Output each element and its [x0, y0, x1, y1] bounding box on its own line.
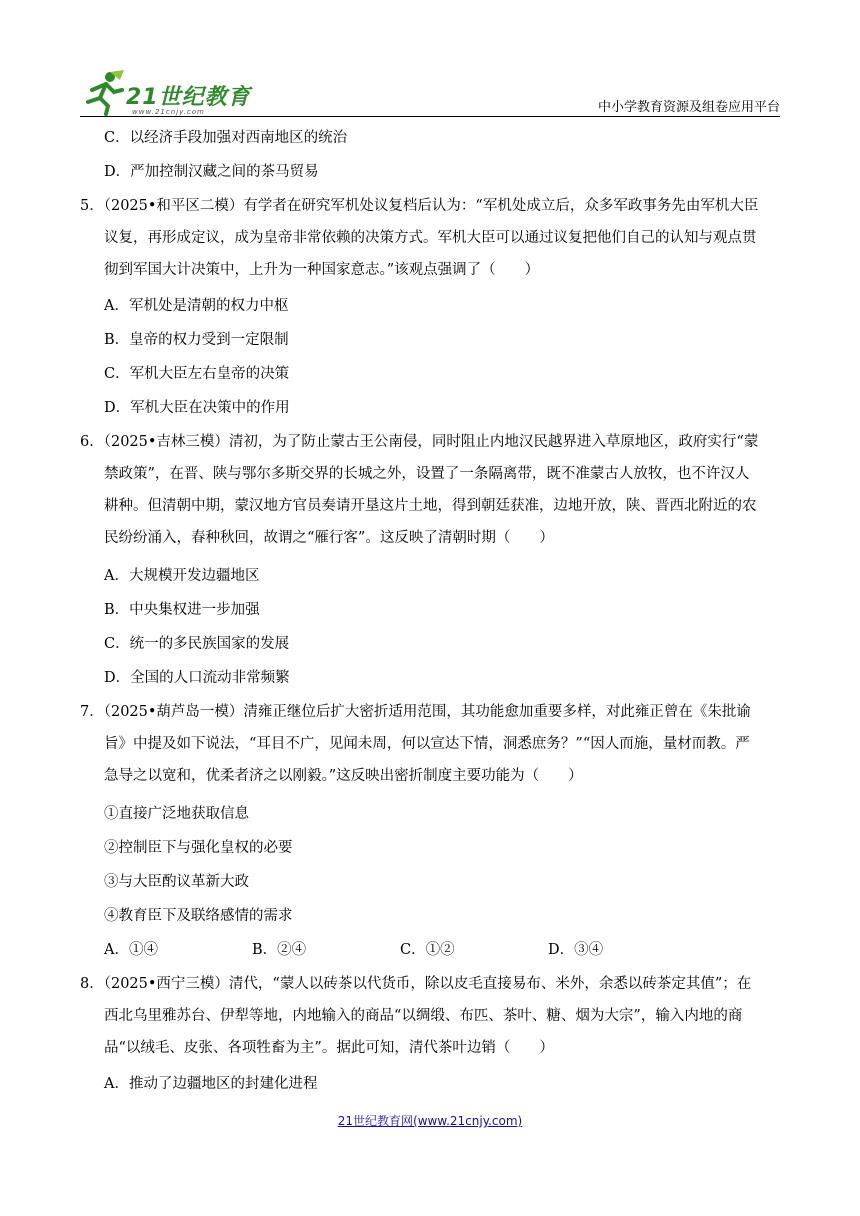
option-line: D．军机大臣在决策中的作用	[104, 400, 290, 416]
question-6-stem: 民纷纷涌入，春种秋回，故谓之“雁行客”。这反映了清朝时期（ ）	[104, 530, 554, 546]
platform-title: 中小学教育资源及组卷应用平台	[597, 100, 780, 115]
statement-line: ②控制臣下与强化皇权的必要	[104, 840, 293, 856]
runner-icon	[80, 68, 128, 116]
option-line: A．军机处是清朝的权力中枢	[104, 298, 289, 314]
header-divider	[80, 116, 780, 117]
option-line: D．严加控制汉藏之间的茶马贸易	[104, 164, 319, 180]
question-8-stem: 品“以绒毛、皮张、各项牲畜为主”。据此可知，清代茶叶边销（ ）	[104, 1040, 554, 1056]
footer-link[interactable]: 21世纪教育网(www.21cnjy.com)	[337, 1114, 523, 1128]
page-footer	[0, 1112, 860, 1129]
site-logo[interactable]	[80, 68, 260, 116]
option-line: C．以经济手段加强对西南地区的统治	[104, 130, 348, 146]
question-6-stem: 禁政策”，在晋、陕与鄂尔多斯交界的长城之外，设置了一条隔离带，既不准蒙古人放牧，也不许汉人	[104, 466, 750, 482]
question-8-stem: 西北乌里雅苏台、伊犁等地，内地输入的商品“以绸缎、布匹、茶叶、糖、烟为大宗”，输入内地的商	[104, 1008, 743, 1024]
question-5-stem: 彻到军国大计决策中，上升为一种国家意志。”该观点强调了（ ）	[104, 262, 540, 278]
option-a: A．①④	[104, 942, 158, 958]
question-6-stem: 6．（2025•吉林三模）清初，为了防止蒙古王公南侵，同时阻止内地汉民越界进入草原地区，政府实行“蒙	[80, 434, 759, 450]
statement-line: ③与大臣酌议革新大政	[104, 874, 249, 890]
logo-url: www.21cnjy.com	[132, 108, 205, 116]
option-line: D．全国的人口流动非常频繁	[104, 670, 290, 686]
statement-line: ④教育臣下及联络感情的需求	[104, 908, 293, 924]
option-b: B．②④	[252, 942, 307, 958]
option-line: A．大规模开发边疆地区	[104, 568, 260, 584]
option-line: C．统一的多民族国家的发展	[104, 636, 290, 652]
logo-text: 21世纪教育	[126, 85, 251, 110]
question-8-stem: 8．（2025•西宁三模）清代，“蒙人以砖茶以代货币，除以皮毛直接易布、米外，余悉以砖茶定其值”；在	[80, 976, 752, 992]
page-header	[80, 60, 780, 118]
question-6-stem: 耕种。但清朝中期，蒙汉地方官员奏请开垦这片土地，得到朝廷获准，边地开放，陕、晋西北附近的农	[104, 498, 757, 514]
question-5-stem: 议复，再形成定议，成为皇帝非常依赖的决策方式。军机大臣可以通过议复把他们自己的认知与观点贯	[104, 230, 757, 246]
question-5-stem: 5．（2025•和平区二模）有学者在研究军机处议复档后认为：“军机处成立后，众多军政事务先由军机大臣	[80, 198, 759, 214]
option-d: D．③④	[548, 942, 604, 958]
option-c: C．①②	[400, 942, 455, 958]
option-line: C．军机大臣左右皇帝的决策	[104, 366, 290, 382]
question-7-stem: 旨》中提及如下说法，“耳目不广，见闻未周，何以宣达下情，洞悉庶务？”“因人而施，量材而教。严	[104, 736, 750, 752]
option-line: A．推动了边疆地区的封建化进程	[104, 1076, 318, 1092]
statement-line: ①直接广泛地获取信息	[104, 806, 249, 822]
option-line: B．中央集权进一步加强	[104, 602, 260, 618]
option-line: B．皇帝的权力受到一定限制	[104, 332, 289, 348]
question-7-stem: 7．（2025•葫芦岛一模）清雍正继位后扩大密折适用范围，其功能愈加重要多样，对此雍正曾在《朱批谕	[80, 704, 751, 720]
question-7-stem: 急导之以宽和，优柔者济之以刚毅。”这反映出密折制度主要功能为（ ）	[104, 768, 583, 784]
